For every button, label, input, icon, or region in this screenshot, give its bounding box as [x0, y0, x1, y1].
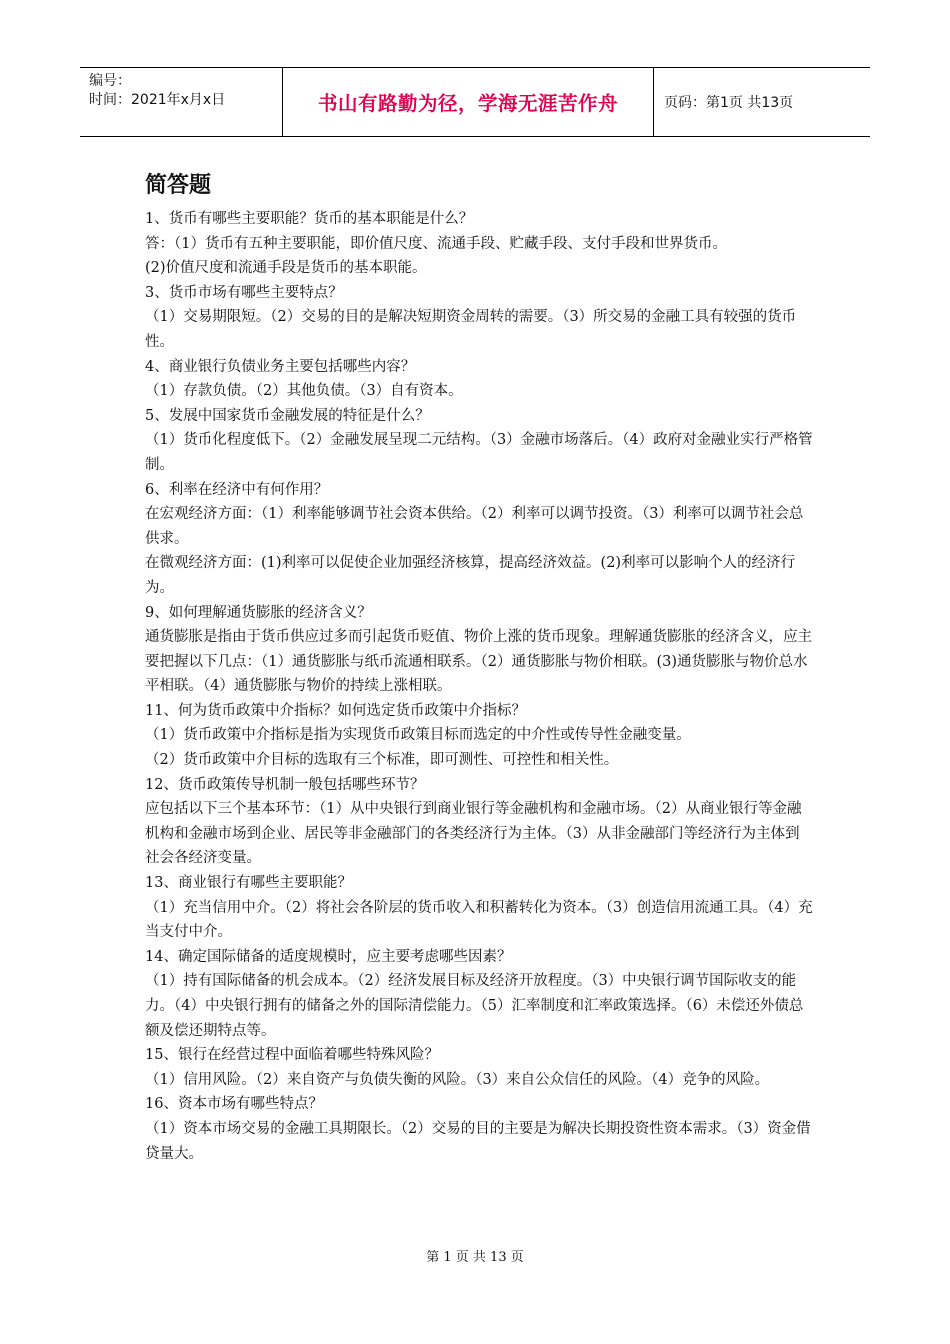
document-number-label: 编号：	[89, 73, 131, 89]
paragraph: 11、何为货币政策中介指标？如何选定货币政策中介指标？	[145, 702, 526, 719]
header-motto: 书山有路勤为径，学海无涯苦作舟	[282, 68, 654, 136]
header-meta	[80, 68, 282, 136]
page-title: 简答题	[145, 173, 212, 198]
paragraph: 9、如何理解通货膨胀的经济含义？	[145, 604, 372, 621]
header-page-info: 页码：第1页 共13页	[664, 95, 794, 111]
document-body	[145, 207, 813, 1166]
document-time-label: 时间：2021年x月x日	[89, 92, 226, 108]
paragraph: 5、发展中国家货币金融发展的特征是什么？	[145, 407, 430, 424]
paragraph: （1）信用风险。（2）来自资产与负债失衡的风险。（3）来自公众信任的风险。（4）竞争的风险。	[145, 1071, 770, 1088]
page-footer: 第 1 页 共 13 页	[426, 1250, 524, 1265]
paragraph: 应包括以下三个基本环节：（1）从中央银行到商业银行等金融机构和金融市场。（2）从商业银行等金融机构和金融市场到企业、居民等非金融部门的各类经济行为主体。（3）从非金融部门等经济行为主体到社会各经济变量。	[145, 801, 802, 867]
paragraph: （1）交易期限短。（2）交易的目的是解决短期资金周转的需要。（3）所交易的金融工具有较强的货币性。	[145, 309, 797, 350]
paragraph: 答：（1）货币有五种主要职能，即价值尺度、流通手段、贮藏手段、支付手段和世界货币。	[145, 235, 727, 252]
paragraph: （1）存款负债。（2）其他负债。（3）自有资本。	[145, 383, 463, 400]
paragraph: （1）货币政策中介指标是指为实现货币政策目标而选定的中介性或传导性金融变量。	[145, 727, 691, 744]
paragraph: 13、商业银行有哪些主要职能？	[145, 875, 352, 892]
paragraph: 15、银行在经营过程中面临着哪些特殊风险？	[145, 1047, 439, 1064]
paragraph: 1、货币有哪些主要职能？货币的基本职能是什么？	[145, 211, 474, 227]
paragraph: 6、利率在经济中有何作用？	[145, 481, 329, 498]
paragraph: 4、商业银行负债业务主要包括哪些内容？	[145, 358, 416, 375]
paragraph: (2)价值尺度和流通手段是货币的基本职能。	[145, 260, 427, 277]
paragraph: 16、资本市场有哪些特点？	[145, 1096, 323, 1113]
paragraph: （1）货币化程度低下。（2）金融发展呈现二元结构。（3）金融市场落后。（4）政府对金融业实行严格管制。	[145, 432, 813, 473]
paragraph: 通货膨胀是指由于货币供应过多而引起货币贬值、物价上涨的货币现象。理解通货膨胀的经济含义，应主要把握以下几点：（1）通货膨胀与纸币流通相联系。（2）通货膨胀与物价相联。(3)通货膨胀与物价总水平相联。（4）通货膨胀与物价的持续上涨相联。	[145, 629, 812, 695]
paragraph: 12、货币政策传导机制一般包括哪些环节？	[145, 776, 425, 793]
paragraph: （1）持有国际储备的机会成本。（2）经济发展目标及经济开放程度。（3）中央银行调节国际收支的能力。（4）中央银行拥有的储备之外的国际清偿能力。（5）汇率制度和汇率政策选择。（6）未偿还外债总额及偿还期特点等。	[145, 973, 804, 1039]
paragraph: （1）充当信用中介。（2）将社会各阶层的货币收入和积蓄转化为资本。（3）创造信用流通工具。（4）充当支付中介。	[145, 899, 813, 941]
paragraph: （1）资本市场交易的金融工具期限长。（2）交易的目的主要是为解决长期投资性资本需求。（3）资金借贷量大。	[145, 1120, 811, 1162]
page-header	[80, 67, 870, 137]
paragraph: 3、货币市场有哪些主要特点？	[145, 284, 343, 301]
paragraph: 在宏观经济方面：（1）利率能够调节社会资本供给。（2）利率可以调节投资。（3）利率可以调节社会总供求。	[145, 506, 804, 547]
paragraph: 14、确定国际储备的适度规模时，应主要考虑哪些因素？	[145, 948, 512, 965]
paragraph: （2）货币政策中介目标的选取有三个标准，即可测性、可控性和相关性。	[145, 752, 619, 769]
paragraph: 在微观经济方面：(1)利率可以促使企业加强经济核算，提高经济效益。(2)利率可以影响个人的经济行为。	[145, 555, 796, 596]
